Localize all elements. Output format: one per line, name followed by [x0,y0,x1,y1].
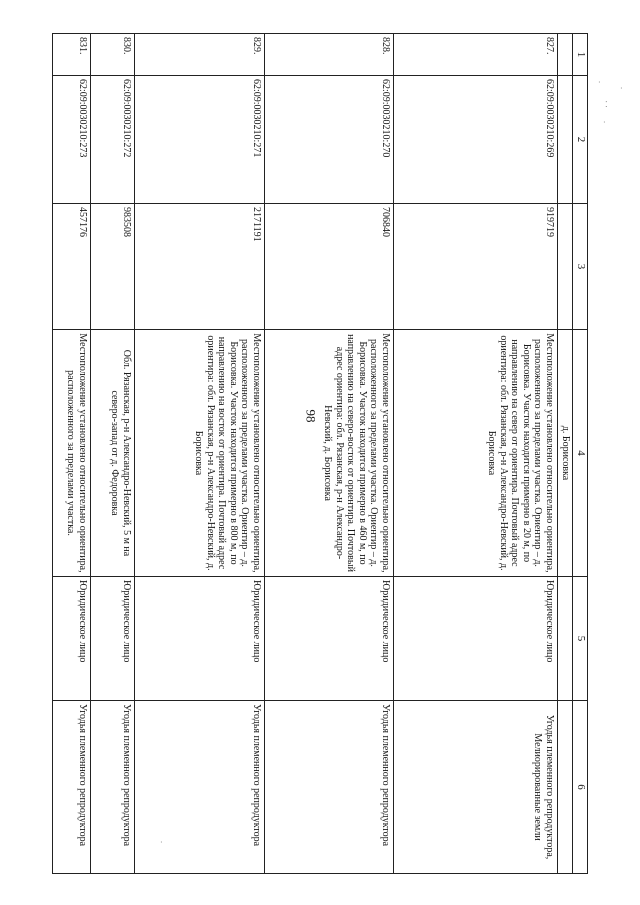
row-number: 827. [394,34,558,76]
land-plots-table-wrapper [65,33,588,873]
header-row [573,34,588,874]
row-number: 829. [135,34,265,76]
land-category: Угодья племенного репродуктора [53,701,91,874]
cadastral-number: 62:09:0030210:270 [265,76,394,204]
location-text: Местоположение установлено относительно ориентира, расположенного за пределами участка. [53,330,91,577]
page-number: 98 [303,409,319,423]
column-header: 1 [573,34,588,76]
area-value: 919719 [394,204,558,330]
scan-noise: · [598,78,601,87]
owner-type: Юридическое лицо [91,577,135,701]
area-value: 983508 [91,204,135,330]
scan-noise: · [603,118,606,127]
area-value: 2171191 [135,204,265,330]
column-header: 5 [573,577,588,701]
column-header: 3 [573,204,588,330]
location-text: Местоположение установлено относительно ориентира, расположенного за пределами участка. Ориентир – д. Борисовка. Участок находится примерно в 460 м, по направлению на северо-восток от ориентира. Почтовый адрес ориентира: обл. Рязанская, р-н Александро-Невский, д. Борисовка [265,330,394,577]
column-header: 6 [573,701,588,874]
scan-noise: · [160,838,163,847]
cadastral-number: 62:09:0030210:273 [53,76,91,204]
continuation-row [558,34,573,874]
area-value: 706840 [265,204,394,330]
scan-noise: · [620,84,623,93]
column-header: 4 [573,330,588,577]
scan-noise: ⁚ [605,100,608,109]
land-category: Угодья племенного репродуктора [135,701,265,874]
table-row [394,34,558,874]
table-row [265,34,394,874]
land-plots-table [52,33,588,874]
location-text: Местоположение установлено относительно ориентира, расположенного за пределами участка. Ориентир – д. Борисовка. Участок находится примерно в 20 м, по направлению на север от ориентира. Почтовый адрес ориентира: обл. Рязанская, р-н Александро-Невский, д. Борисовка [394,330,558,577]
location-text: Обл. Рязанская, р-н Александро-Невский, 5 м на северо-запад от д. Федоровка [91,330,135,577]
cadastral-number: 62:09:0030210:269 [394,76,558,204]
owner-type: Юридическое лицо [265,577,394,701]
location-text: Местоположение установлено относительно ориентира, расположенного за пределами участка. Ориентир – д. Борисовка. Участок находится примерно в 800 м, по направлению на восток от ориентира. Почтовый адрес ориентира: обл. Рязанская, р-н Александро-Невский, д. Борисовка [135,330,265,577]
area-value: 457176 [53,204,91,330]
cadastral-number: 62:09:0030210:272 [91,76,135,204]
owner-type: Юридическое лицо [394,577,558,701]
column-header: 2 [573,76,588,204]
owner-type: Юридическое лицо [135,577,265,701]
owner-type: Юридическое лицо [53,577,91,701]
land-category: Угодья племенного репродуктора [265,701,394,874]
row-number: 828. [265,34,394,76]
continuation-text: д. Борисовка [558,330,573,577]
cadastral-number: 62:09:0030210:271 [135,76,265,204]
table-row [135,34,265,874]
land-category: Угодья племенного репродуктора [91,701,135,874]
table-row [91,34,135,874]
row-number: 831. [53,34,91,76]
row-number: 830. [91,34,135,76]
table-row [53,34,91,874]
land-category: Угодья племенного репродуктора, Мелиорированные земли [394,701,558,874]
